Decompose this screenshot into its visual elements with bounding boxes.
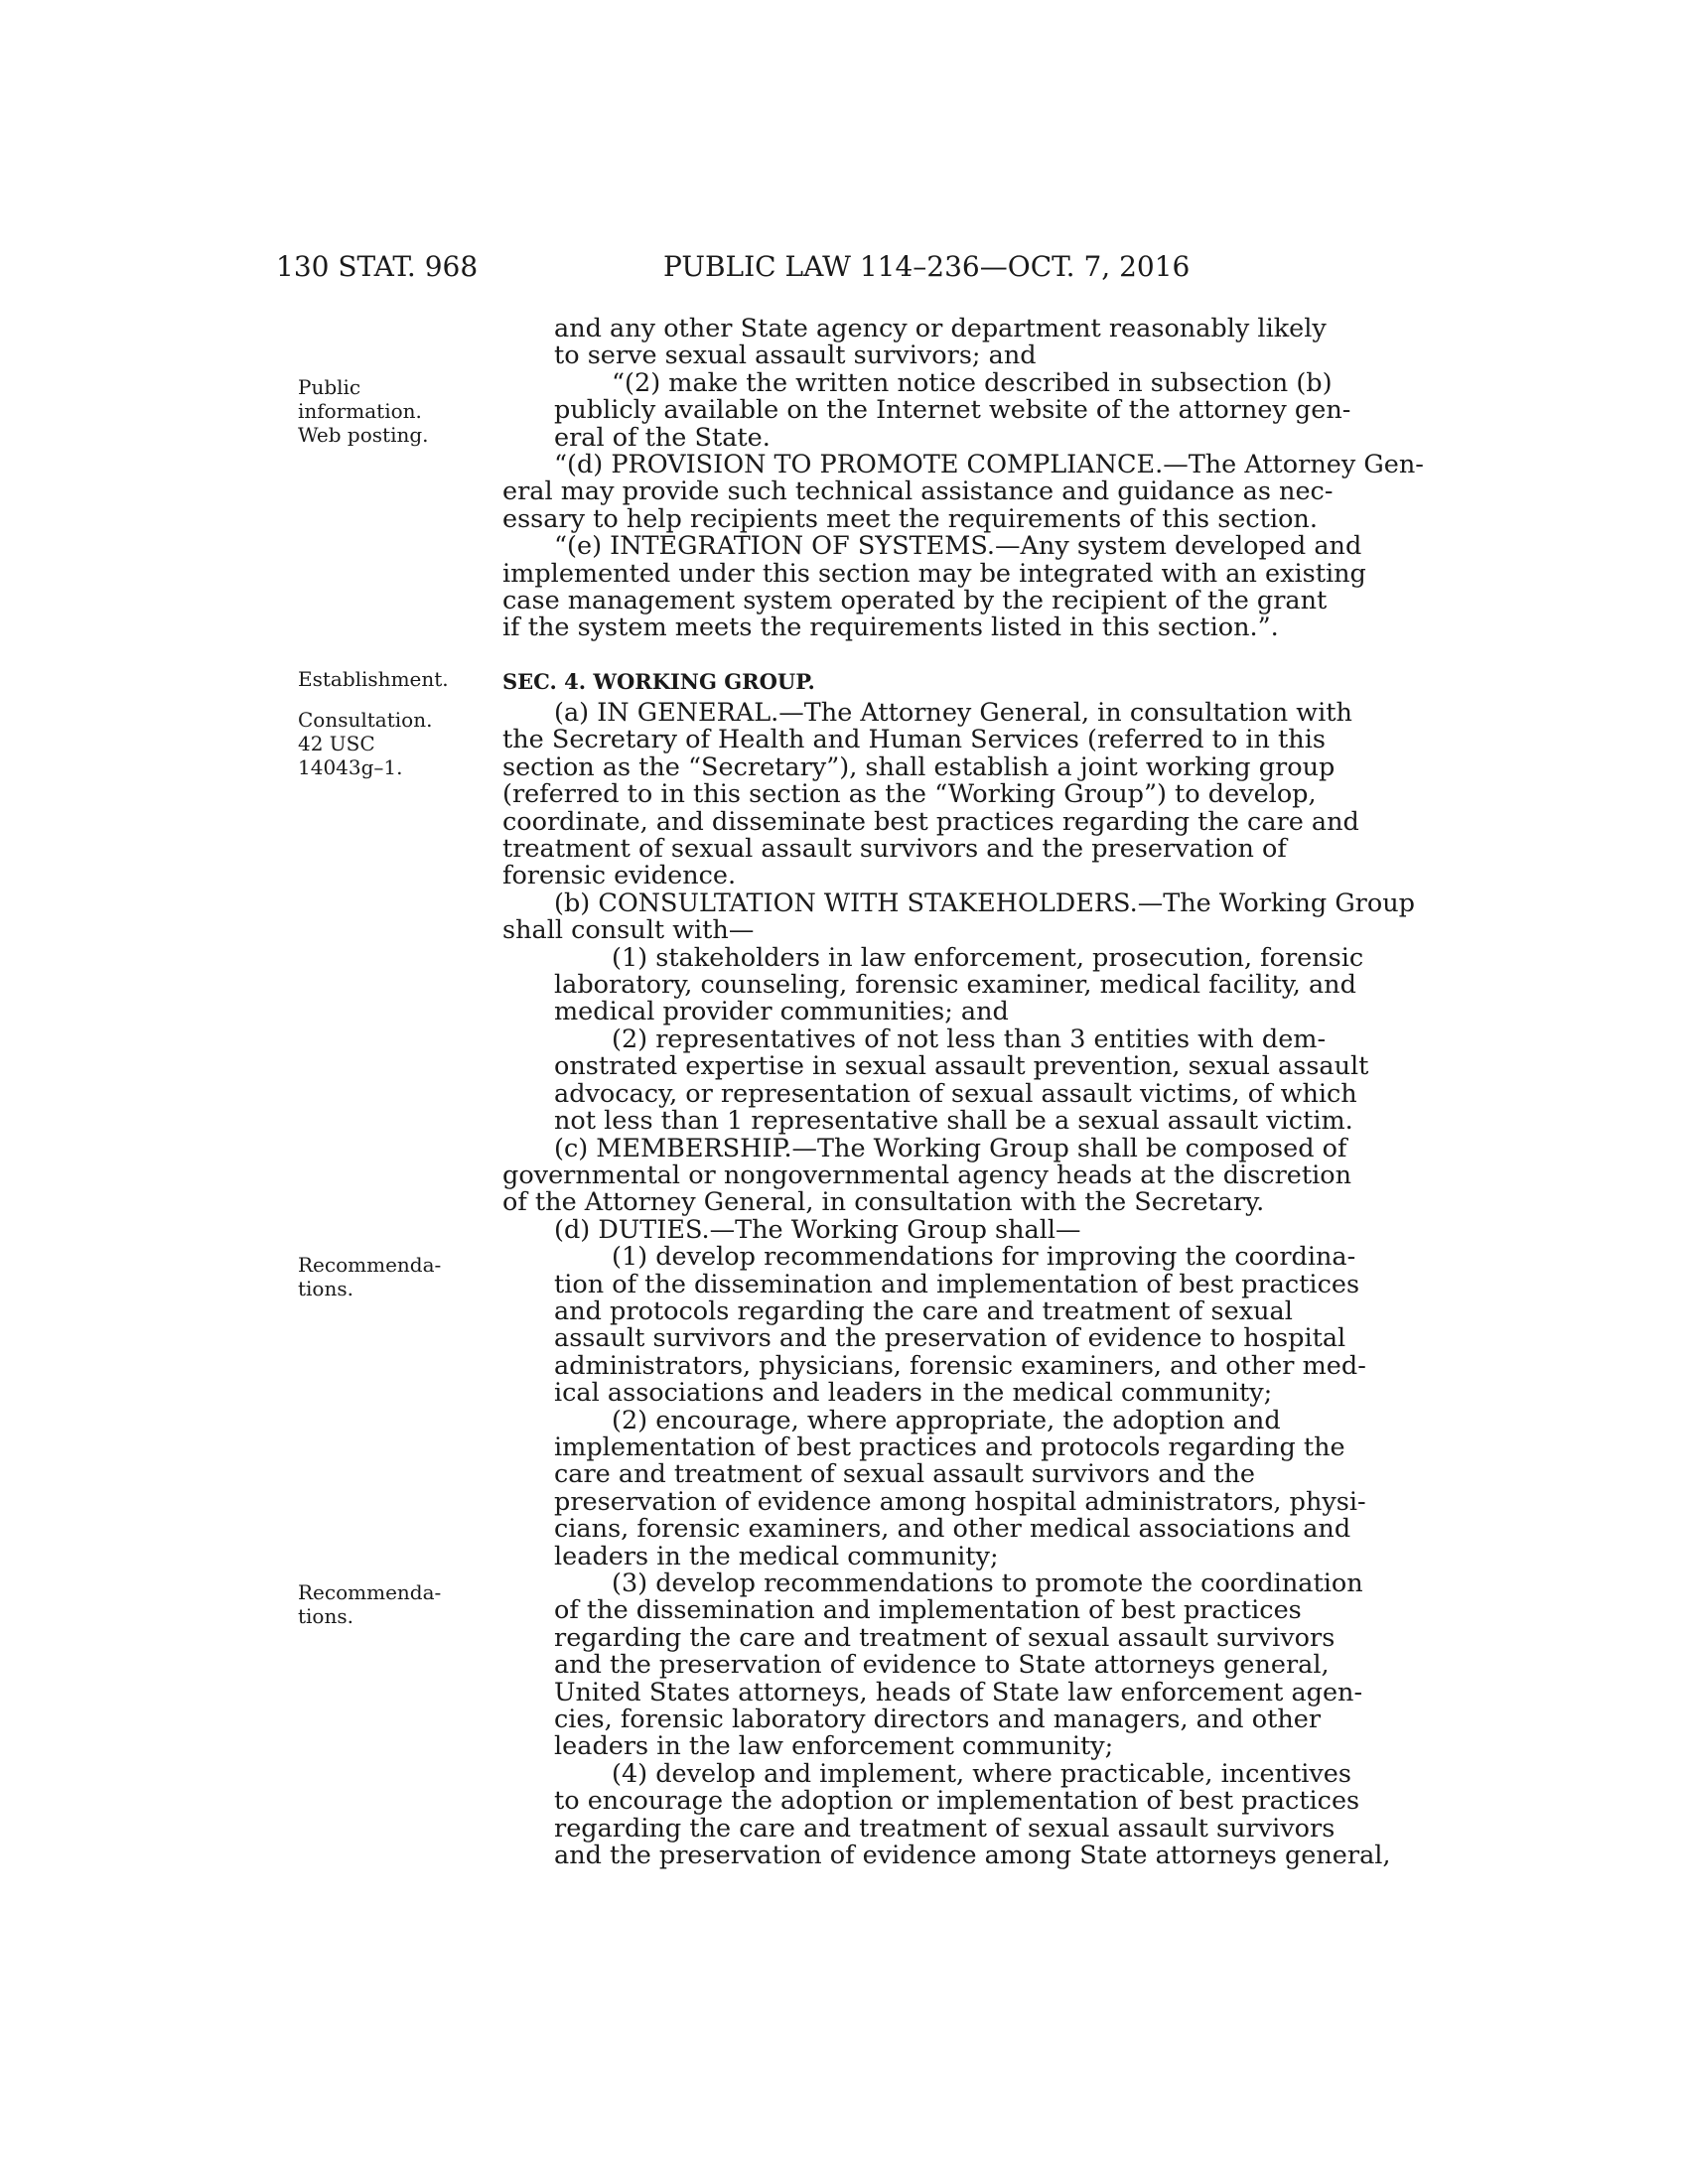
text-line: “(e) INTEGRATION OF SYSTEMS.—Any system developed and [554,531,1362,562]
text-line: “(d) PROVISION TO PROMOTE COMPLIANCE.—The Attorney Gen- [554,450,1424,480]
margin-note-establishment [298,667,447,691]
margin-note-line: Recommenda- [298,1580,442,1604]
text-line: implemented under this section may be integrated with an existing [502,558,1366,589]
text-line: (c) MEMBERSHIP.—The Working Group shall be composed of [554,1133,1347,1163]
text-line: (3) develop recommendations to promote the coordination [612,1569,1363,1598]
text-line: regarding the care and treatment of sexual assault survivors [554,1622,1336,1653]
text-line: “(2) make the written notice described in subsection (b) [612,367,1333,398]
text-line: (4) develop and implement, where practicable, incentives [612,1758,1351,1789]
text-line: of the dissemination and implementation of best practices [554,1595,1302,1626]
public-law-title: PUBLIC LAW 114–236—OCT. 7, 2016 [663,250,1191,283]
text-line: governmental or nongovernmental agency heads at the discretion [502,1160,1352,1190]
text-line: administrators, physicians, forensic examiners, and other med- [554,1350,1366,1381]
margin-note-public-information [298,375,447,447]
text-line: implementation of best practices and protocols regarding the [554,1432,1345,1462]
margin-note-line: 14043g–1. [298,755,403,779]
text-line: (1) develop recommendations for improving the coordina- [612,1242,1356,1273]
text-line: medical provider communities; and [554,997,1009,1027]
margin-note-consultation [298,708,447,779]
text-line: coordinate, and disseminate best practices regarding the care and [502,806,1359,837]
margin-note-line: Recommenda- [298,1253,442,1277]
text-line: (1) stakeholders in law enforcement, prosecution, forensic [612,942,1364,973]
text-line: assault survivors and the preservation of evidence to hospital [554,1323,1346,1354]
text-line: the Secretary of Health and Human Services (referred to in this [502,725,1326,755]
text-line: essary to help recipients meet the requirements of this section. [502,503,1318,534]
body-text-continuation [502,314,1424,643]
text-line: advocacy, or representation of sexual assault victims, of which [554,1078,1357,1109]
margin-note-line: Consultation. [298,708,433,732]
text-line: publicly available on the Internet website of the attorney gen- [554,395,1351,426]
text-line: and the preservation of evidence to State attorneys general, [554,1650,1330,1681]
text-line: United States attorneys, heads of State law enforcement agen- [554,1677,1363,1707]
text-line: onstrated expertise in sexual assault prevention, sexual assault [554,1051,1369,1082]
text-line: section as the “Secretary”), shall establish a joint working group [502,751,1336,782]
text-line: regarding the care and treatment of sexual assault survivors [554,1813,1336,1843]
text-line: tion of the dissemination and implementation of best practices [554,1269,1360,1299]
statute-page-reference: 130 STAT. 968 [276,250,479,283]
text-line: case management system operated by the recipient of the grant [502,586,1328,616]
text-line: cians, forensic examiners, and other medical associations and [554,1514,1351,1545]
text-line: to serve sexual assault survivors; and [554,341,1037,371]
margin-note-line: Web posting. [298,423,429,447]
margin-note-line: tions. [298,1277,353,1300]
text-line: of the Attorney General, in consultation with the Secretary. [502,1187,1265,1218]
text-line: not less than 1 representative shall be a sexual assault victim. [554,1106,1353,1137]
text-line: ical associations and leaders in the medical community; [554,1378,1273,1409]
text-line: shall consult with— [502,915,755,946]
text-line: eral may provide such technical assistance and guidance as nec- [502,477,1334,507]
text-line: (2) encourage, where appropriate, the adoption and [612,1405,1281,1435]
margin-note-recommendations [298,1253,447,1300]
text-line: treatment of sexual assault survivors and the preservation of [502,834,1287,865]
section-heading: SEC. 4. WORKING GROUP. [502,669,815,694]
text-line: preservation of evidence among hospital administrators, physi- [554,1486,1366,1517]
body-text-section-4 [502,698,1415,1871]
text-line: forensic evidence. [502,861,737,891]
text-line: (d) DUTIES.—The Working Group shall— [554,1214,1081,1245]
margin-note-line: Public [298,375,361,399]
text-line: if the system meets the requirements listed in this section.”. [502,613,1279,643]
text-line: and any other State agency or department reasonably likely [554,314,1327,343]
text-line: (referred to in this section as the “Working Group”) to develop, [502,779,1317,810]
text-line: laboratory, counseling, forensic examiner, medical facility, and [554,970,1356,1001]
text-line: (b) CONSULTATION WITH STAKEHOLDERS.—The Working Group [554,887,1415,918]
text-line: (a) IN GENERAL.—The Attorney General, in consultation with [554,698,1352,728]
margin-note-line: Establishment. [298,667,449,691]
text-line: to encourage the adoption or implementation of best practices [554,1786,1360,1817]
margin-note-line: tions. [298,1604,353,1628]
margin-note-line: information. [298,399,422,423]
text-line: eral of the State. [554,422,771,453]
text-line: leaders in the law enforcement community; [554,1731,1114,1762]
text-line: cies, forensic laboratory directors and managers, and other [554,1705,1322,1735]
text-line: (2) representatives of not less than 3 entities with dem- [612,1024,1327,1054]
text-line: leaders in the medical community; [554,1541,999,1571]
text-line: and protocols regarding the care and treatment of sexual [554,1296,1293,1326]
margin-note-line: 42 USC [298,732,375,755]
text-line: care and treatment of sexual assault survivors and the [554,1459,1256,1490]
text-line: and the preservation of evidence among State attorneys general, [554,1841,1391,1871]
margin-note-recommendations [298,1580,447,1628]
